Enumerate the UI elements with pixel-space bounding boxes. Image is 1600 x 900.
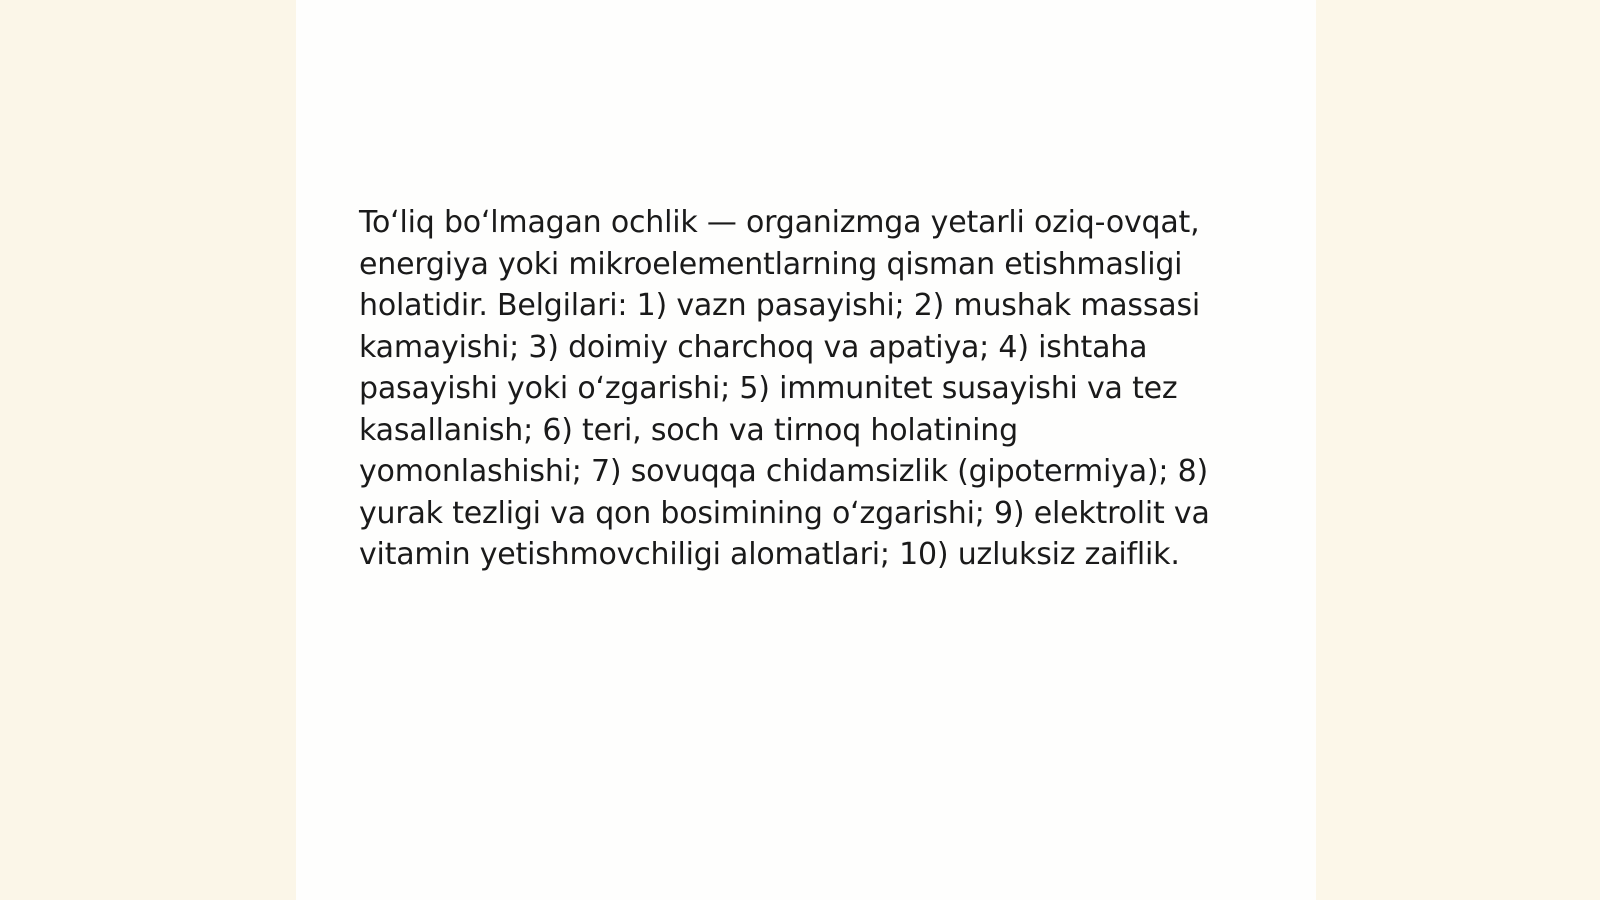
- left-margin-panel: [0, 0, 296, 900]
- content-page: [296, 0, 1316, 900]
- right-margin-panel: [1316, 0, 1600, 900]
- body-paragraph: To‘liq bo‘lmagan ochlik — organizmga yetarli oziq-ovqat, energiya yoki mikroelementlarning qisman etishmasligi holatidir. Belgilari: 1) vazn pasayishi; 2) mushak massasi kamayishi; 3) doimiy charchoq va apatiya; 4) ishtaha pasayishi yoki o‘zgarishi; 5) immunitet susayishi va tez kasallanish; 6) teri, soch va tirnoq holatining yomonlashishi; 7) sovuqqa chidamsizlik (gipotermiya); 8) yurak tezligi va qon bosimining o‘zgarishi; 9) elektrolit va vitamin yetishmovchiligi alomatlari; 10) uzluksiz zaiflik.: [359, 205, 1210, 572]
